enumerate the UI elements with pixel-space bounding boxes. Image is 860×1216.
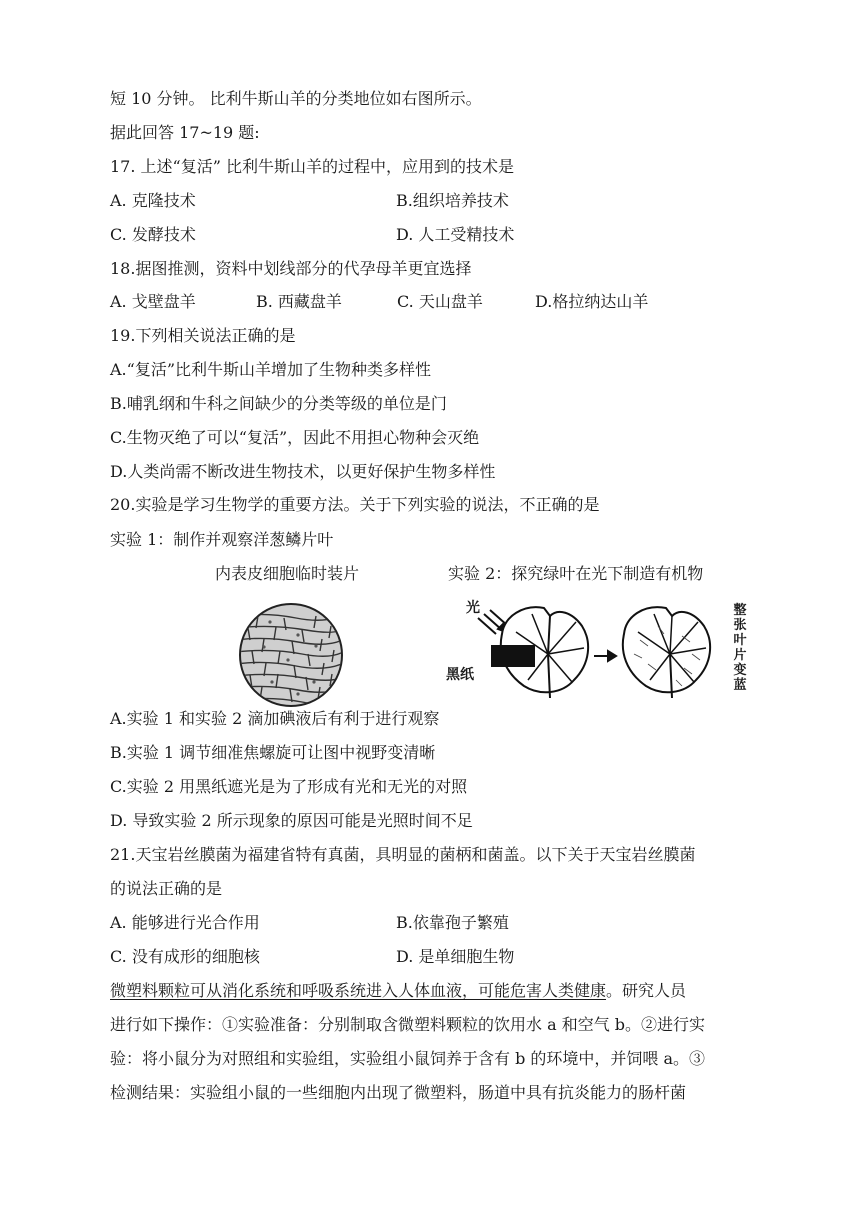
q17-options-row-1	[110, 190, 770, 212]
q21-options-row-2	[110, 946, 770, 968]
q20-option-d[interactable]: D. 导致实验 2 所示现象的原因可能是光照时间不足	[110, 811, 473, 830]
passage-underlined-text: 微塑料颗粒可从消化系统和呼吸系统进入人体血液，可能危害人类健康	[110, 981, 607, 1000]
q21-option-a[interactable]: A. 能够进行光合作用	[110, 913, 260, 932]
light-label: 光	[466, 600, 480, 616]
q18-stem: 18.据图推测，资料中划线部分的代孕母羊更宜选择	[110, 259, 472, 278]
q20-exp1-title: 实验 1：制作并观察洋葱鳞片叶	[110, 530, 334, 549]
leaf-with-black-paper-icon	[492, 607, 588, 698]
q21-stem-line-2: 的说法正确的是	[110, 879, 223, 898]
blue-leaf-result-icon	[623, 607, 710, 698]
q18-option-c[interactable]: C. 天山盘羊	[397, 292, 483, 311]
q20-option-a[interactable]: A.实验 1 和实验 2 滴加碘液后有利于进行观察	[110, 709, 440, 728]
q19-option-a[interactable]: A.“复活”比利牛斯山羊增加了生物种类多样性	[110, 360, 432, 379]
q19-stem: 19.下列相关说法正确的是	[110, 326, 296, 345]
intro-line-2: 据此回答 17~19 题:	[110, 123, 260, 142]
intro-line-1: 短 10 分钟。 比利牛斯山羊的分类地位如右图所示。	[110, 89, 482, 108]
passage-line-4: 检测结果：实验组小鼠的一些细胞内出现了微塑料，肠道中具有抗炎能力的肠杆菌	[110, 1083, 687, 1102]
q21-options-row-1	[110, 912, 770, 934]
q18-option-d[interactable]: D.格拉纳达山羊	[535, 292, 649, 311]
q21-option-d[interactable]: D. 是单细胞生物	[396, 947, 515, 966]
q18-option-b[interactable]: B. 西藏盘羊	[256, 292, 342, 311]
passage-line-2: 进行如下操作：①实验准备：分别制取含微塑料颗粒的饮用水 a 和空气 b。②进行实	[110, 1015, 706, 1034]
leaf-starch-experiment-figure	[444, 594, 754, 702]
passage-line-1	[110, 980, 770, 1002]
passage-line-3: 验：将小鼠分为对照组和实验组，实验组小鼠饲养于含有 b 的环境中，并饲喂 a。③	[110, 1049, 706, 1068]
q20-option-b[interactable]: B.实验 1 调节细准焦螺旋可让图中视野变清晰	[110, 743, 436, 762]
black-paper-label: 黑纸	[446, 667, 474, 683]
q19-option-c[interactable]: C.生物灭绝了可以“复活”，因此不用担心物种会灭绝	[110, 428, 480, 447]
q17-option-a[interactable]: A. 克隆技术	[110, 191, 196, 210]
q17-option-d[interactable]: D. 人工受精技术	[396, 225, 515, 244]
q17-stem: 17. 上述“复活” 比利牛斯山羊的过程中，应用到的技术是	[110, 157, 514, 176]
q20-exp1-caption: 内表皮细胞临时装片	[215, 564, 360, 583]
passage-line-1-rest: 。研究人员	[606, 981, 687, 1000]
onion-cell-micrograph-figure	[236, 602, 346, 708]
q17-options-row-2	[110, 224, 770, 246]
q19-option-d[interactable]: D.人类尚需不断改进生物技术，以更好保护生物多样性	[110, 462, 496, 481]
q19-option-b[interactable]: B.哺乳纲和牛科之间缺少的分类等级的单位是门	[110, 394, 447, 413]
q20-stem: 20.实验是学习生物学的重要方法。关于下列实验的说法，不正确的是	[110, 495, 600, 514]
q17-option-c[interactable]: C. 发酵技术	[110, 225, 196, 244]
q17-option-b[interactable]: B.组织培养技术	[396, 191, 509, 210]
q21-option-b[interactable]: B.依靠孢子繁殖	[396, 913, 509, 932]
whole-leaf-blue-label: 整 张 叶 片 变 蓝	[733, 603, 747, 693]
q20-option-c[interactable]: C.实验 2 用黑纸遮光是为了形成有光和无光的对照	[110, 777, 468, 796]
q21-stem-line-1: 21.天宝岩丝膜菌为福建省特有真菌，具明显的菌柄和菌盖。以下关于天宝岩丝膜菌	[110, 845, 696, 864]
q21-option-c[interactable]: C. 没有成形的细胞核	[110, 947, 260, 966]
q18-option-a[interactable]: A. 戈壁盘羊	[110, 292, 196, 311]
q20-exp2-title: 实验 2：探究绿叶在光下制造有机物	[448, 564, 704, 583]
